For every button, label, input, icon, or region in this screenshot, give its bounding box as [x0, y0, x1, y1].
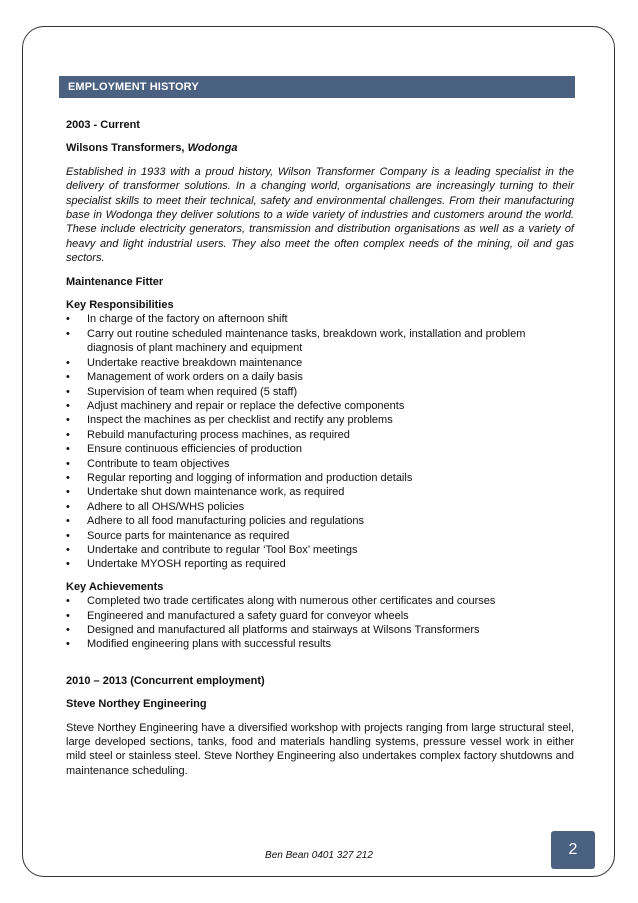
list-item: • Rebuild manufacturing process machines, as required [66, 428, 574, 442]
list-item: • Supervision of team when required (5 staff) [66, 385, 574, 399]
responsibilities-heading: Key Responsibilities [66, 299, 174, 312]
list-item: • Undertake shut down maintenance work, as required [66, 485, 574, 499]
achievements-heading: Key Achievements [66, 580, 164, 593]
job1-period: 2003 - Current [66, 119, 140, 131]
section-header-employment-history: EMPLOYMENT HISTORY [59, 76, 575, 98]
list-item: • Undertake reactive breakdown maintenance [66, 356, 574, 370]
list-item: • Engineered and manufactured a safety guard for conveyor wheels [66, 609, 574, 623]
list-item: • Undertake MYOSH reporting as required [66, 557, 574, 571]
list-item: • Adhere to all OHS/WHS policies [66, 500, 574, 514]
job1-company-line [66, 141, 574, 155]
page-number: 2 [551, 831, 595, 869]
list-item: • Modified engineering plans with successful results [66, 637, 574, 651]
employment-content [66, 118, 574, 778]
list-item: • Contribute to team objectives [66, 457, 574, 471]
list-item: • In charge of the factory on afternoon shift [66, 312, 574, 326]
list-item: • Source parts for maintenance as required [66, 529, 574, 543]
list-item: • Management of work orders on a daily basis [66, 370, 574, 384]
job1-location: Wodonga [187, 142, 238, 155]
job1-role: Maintenance Fitter [66, 275, 164, 288]
achievements-list [66, 594, 574, 652]
job1-company: Wilsons Transformers, [66, 142, 188, 155]
list-item: • Inspect the machines as per checklist and rectify any problems [66, 413, 574, 427]
list-item: • Regular reporting and logging of information and production details [66, 471, 574, 485]
list-item: • Ensure continuous efficiencies of production [66, 442, 574, 456]
list-item: • Adjust machinery and repair or replace the defective components [66, 399, 574, 413]
list-item: • Undertake and contribute to regular ‘Tool Box’ meetings [66, 543, 574, 557]
job2-company: Steve Northey Engineering [66, 698, 207, 711]
job1-description: Established in 1933 with a proud history, Wilson Transformer Company is a leading specialist in the delivery of transformer solutions. In a changing world, organisations are increasingly turning to their specialist skills to meet their technical, safety and environmental challenges. From their manufacturing base in Wodonga they deliver solutions to a wide variety of industries and customers around the world. These include electricity generators, transmission and distribution organisations as well as a variety of heavy and light industrial users. They also meet the often complex needs of the mining, oil and gas sectors. [66, 165, 574, 265]
list-item: • Designed and manufactured all platforms and stairways at Wilsons Transformers [66, 623, 574, 637]
footer-contact: Ben Bean 0401 327 212 [265, 850, 373, 861]
list-item: • Adhere to all food manufacturing policies and regulations [66, 514, 574, 528]
list-item: • Completed two trade certificates along with numerous other certificates and courses [66, 594, 574, 608]
job2-description: Steve Northey Engineering have a diversified workshop with projects ranging from large structural steel, large developed sections, tanks, food and materials handling systems, pressure vessel work in either mild steel or stainless steel. Steve Northey Engineering also undertakes complex factory shutdowns and maintenance scheduling. [66, 721, 574, 777]
list-item: • Carry out routine scheduled maintenance tasks, breakdown work, installation and problem diagnosis of plant machinery and equipment [66, 327, 574, 356]
job2-period: 2010 – 2013 (Concurrent employment) [66, 674, 265, 687]
responsibilities-list [66, 312, 574, 571]
